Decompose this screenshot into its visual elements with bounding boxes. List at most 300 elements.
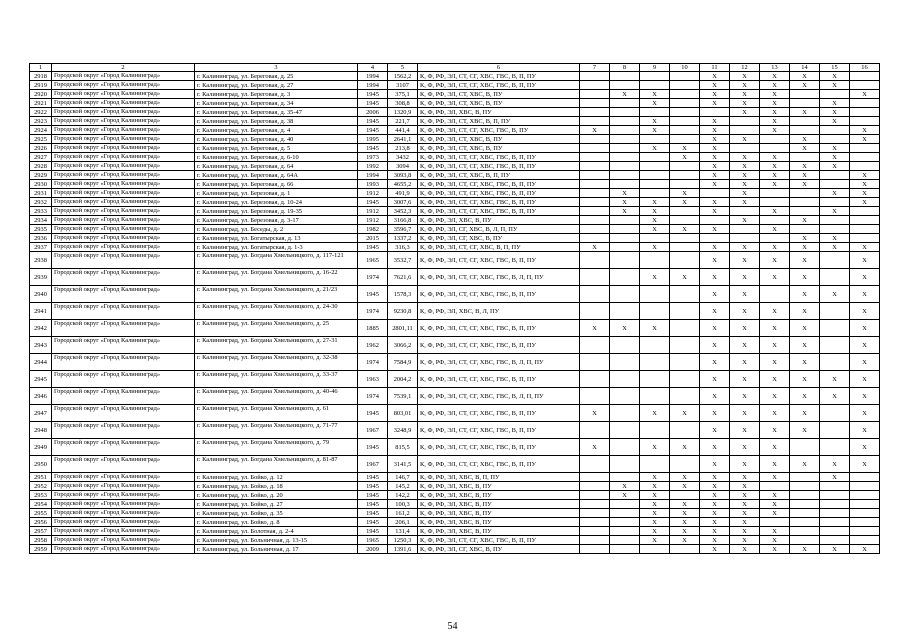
mark-cell: X: [580, 405, 610, 422]
mark-cell: X: [700, 500, 730, 509]
mark-cell: X: [670, 473, 700, 482]
mark-cell: X: [820, 144, 850, 153]
owner-cell: Городской округ «Город Калининград»: [52, 371, 195, 388]
owner-cell: Городской округ «Город Калининград»: [52, 90, 195, 99]
mark-cell: [730, 126, 760, 135]
mark-cell: X: [700, 320, 730, 337]
mark-cell: X: [640, 527, 670, 536]
row-number: 2934: [30, 216, 52, 225]
systems-cell: К, Ф, РФ, ЭЛ, ХВС, В, ПУ: [418, 108, 580, 117]
mark-cell: X: [700, 99, 730, 108]
mark-cell: X: [640, 439, 670, 456]
address-cell: г. Калининград, ул. Бойко, д. 20: [195, 491, 358, 500]
table-row: [30, 252, 880, 269]
mark-cell: X: [730, 72, 760, 81]
mark-cell: X: [730, 269, 760, 286]
table-row: [30, 171, 880, 180]
mark-cell: X: [730, 518, 760, 527]
area-cell: 146,7: [388, 473, 418, 482]
row-number: 2943: [30, 337, 52, 354]
table-row: [30, 371, 880, 388]
year-cell: 2015: [358, 234, 388, 243]
mark-cell: X: [700, 545, 730, 554]
systems-cell: К, Ф, РФ, ЭЛ, СТ, СГ, ХВС, ГВС, В, П, ПУ: [418, 162, 580, 171]
address-cell: г. Калининград, ул. Береговая, д. 66: [195, 180, 358, 189]
year-cell: 1945: [358, 243, 388, 252]
mark-cell: [790, 527, 820, 536]
mark-cell: X: [730, 81, 760, 90]
year-cell: 1945: [358, 527, 388, 536]
mark-cell: X: [850, 388, 880, 405]
mark-cell: [850, 527, 880, 536]
area-cell: 3007,6: [388, 198, 418, 207]
table-row: [30, 536, 880, 545]
mark-cell: [670, 491, 700, 500]
mark-cell: [790, 482, 820, 491]
mark-cell: X: [730, 371, 760, 388]
mark-cell: [730, 207, 760, 216]
mark-cell: X: [730, 500, 760, 509]
table-row: [30, 500, 880, 509]
owner-cell: Городской округ «Город Калининград»: [52, 491, 195, 500]
year-cell: 1945: [358, 286, 388, 303]
column-header: 16: [850, 64, 880, 72]
year-cell: 1945: [358, 117, 388, 126]
mark-cell: [640, 388, 670, 405]
mark-cell: X: [760, 90, 790, 99]
mark-cell: X: [820, 234, 850, 243]
year-cell: 1994: [358, 171, 388, 180]
table-row: [30, 422, 880, 439]
mark-cell: X: [760, 337, 790, 354]
mark-cell: X: [640, 536, 670, 545]
mark-cell: X: [610, 491, 640, 500]
area-cell: 316,3: [388, 243, 418, 252]
mark-cell: X: [730, 135, 760, 144]
mark-cell: X: [700, 252, 730, 269]
mark-cell: [850, 162, 880, 171]
mark-cell: X: [850, 135, 880, 144]
mark-cell: [760, 518, 790, 527]
area-cell: 2004,2: [388, 371, 418, 388]
mark-cell: X: [790, 303, 820, 320]
row-number: 2939: [30, 269, 52, 286]
mark-cell: [820, 171, 850, 180]
table-row: [30, 216, 880, 225]
area-cell: 2641,1: [388, 135, 418, 144]
mark-cell: [640, 180, 670, 189]
table-row: [30, 527, 880, 536]
address-cell: г. Калининград, ул. Больничная, д. 13-15: [195, 536, 358, 545]
mark-cell: [580, 500, 610, 509]
mark-cell: [640, 234, 670, 243]
mark-cell: X: [820, 99, 850, 108]
mark-cell: X: [640, 518, 670, 527]
mark-cell: X: [790, 135, 820, 144]
mark-cell: [610, 108, 640, 117]
mark-cell: X: [760, 509, 790, 518]
systems-cell: К, Ф, РФ, ЭЛ, СТ, СГ, ХВС, ГВС, В, Л, П, ПУ: [418, 269, 580, 286]
mark-cell: [850, 482, 880, 491]
address-cell: г. Калининград, ул. Богдана Хмельницкого, д. 21/23: [195, 286, 358, 303]
mark-cell: X: [760, 500, 790, 509]
area-cell: 491,9: [388, 189, 418, 198]
mark-cell: [580, 135, 610, 144]
mark-cell: X: [730, 153, 760, 162]
address-cell: г. Калининград, ул. Березовая, д. 1: [195, 189, 358, 198]
area-cell: 2801,11: [388, 320, 418, 337]
address-cell: г. Калининград, ул. Березовая, д. 10-24: [195, 198, 358, 207]
table-row: [30, 207, 880, 216]
mark-cell: [640, 337, 670, 354]
mark-cell: X: [610, 482, 640, 491]
owner-cell: Городской округ «Город Калининград»: [52, 536, 195, 545]
row-number: 2929: [30, 171, 52, 180]
address-cell: г. Калининград, ул. Богатырская, д. 1-3: [195, 243, 358, 252]
year-cell: 1912: [358, 189, 388, 198]
row-number: 2935: [30, 225, 52, 234]
mark-cell: X: [820, 153, 850, 162]
mark-cell: X: [730, 337, 760, 354]
mark-cell: X: [700, 422, 730, 439]
mark-cell: X: [700, 126, 730, 135]
table-row: [30, 286, 880, 303]
year-cell: 1945: [358, 405, 388, 422]
mark-cell: [760, 144, 790, 153]
column-header: 8: [610, 64, 640, 72]
owner-cell: Городской округ «Город Калининград»: [52, 354, 195, 371]
mark-cell: X: [730, 439, 760, 456]
table-row: [30, 189, 880, 198]
mark-cell: X: [730, 162, 760, 171]
area-cell: 1320,9: [388, 108, 418, 117]
mark-cell: X: [820, 243, 850, 252]
mark-cell: [850, 491, 880, 500]
row-number: 2938: [30, 252, 52, 269]
mark-cell: X: [700, 225, 730, 234]
row-number: 2951: [30, 473, 52, 482]
mark-cell: [610, 269, 640, 286]
mark-cell: X: [850, 198, 880, 207]
mark-cell: X: [580, 243, 610, 252]
table-row: [30, 545, 880, 554]
address-cell: г. Калининград, ул. Богдана Хмельницкого, д. 33-37: [195, 371, 358, 388]
mark-cell: X: [760, 117, 790, 126]
mark-cell: [580, 527, 610, 536]
mark-cell: X: [700, 337, 730, 354]
mark-cell: X: [700, 153, 730, 162]
mark-cell: X: [640, 198, 670, 207]
mark-cell: [670, 303, 700, 320]
mark-cell: [790, 198, 820, 207]
table-row: [30, 72, 880, 81]
mark-cell: X: [850, 405, 880, 422]
mark-cell: [580, 171, 610, 180]
year-cell: 1965: [358, 252, 388, 269]
row-number: 2940: [30, 286, 52, 303]
year-cell: 1912: [358, 216, 388, 225]
mark-cell: X: [760, 243, 790, 252]
mark-cell: X: [760, 269, 790, 286]
mark-cell: X: [850, 286, 880, 303]
mark-cell: [760, 482, 790, 491]
mark-cell: X: [640, 500, 670, 509]
mark-cell: [730, 117, 760, 126]
mark-cell: [670, 243, 700, 252]
mark-cell: X: [790, 216, 820, 225]
mark-cell: [580, 162, 610, 171]
mark-cell: X: [760, 456, 790, 473]
mark-cell: X: [760, 252, 790, 269]
year-cell: 2006: [358, 108, 388, 117]
mark-cell: [640, 286, 670, 303]
mark-cell: X: [640, 117, 670, 126]
year-cell: 1965: [358, 536, 388, 545]
owner-cell: Городской округ «Город Калининград»: [52, 482, 195, 491]
mark-cell: [580, 388, 610, 405]
mark-cell: [820, 252, 850, 269]
address-cell: г. Калининград, ул. Богдана Хмельницкого, д. 32-38: [195, 354, 358, 371]
mark-cell: X: [700, 90, 730, 99]
mark-cell: X: [640, 509, 670, 518]
mark-cell: [670, 456, 700, 473]
mark-cell: [670, 320, 700, 337]
area-cell: 3452,3: [388, 207, 418, 216]
owner-cell: Городской округ «Город Калининград»: [52, 153, 195, 162]
mark-cell: X: [760, 180, 790, 189]
mark-cell: [610, 117, 640, 126]
mark-cell: X: [730, 320, 760, 337]
systems-cell: К, Ф, РФ, ЭЛ, СТ, СГ, ХВС, ГВС, В, П, ПУ: [418, 456, 580, 473]
table-row: [30, 126, 880, 135]
mark-cell: [580, 456, 610, 473]
systems-cell: К, Ф, РФ, ЭЛ, ХВС, В, ПУ: [418, 527, 580, 536]
row-number: 2923: [30, 117, 52, 126]
row-number: 2954: [30, 500, 52, 509]
mark-cell: [760, 135, 790, 144]
year-cell: 1974: [358, 269, 388, 286]
mark-cell: X: [640, 491, 670, 500]
mark-cell: X: [670, 439, 700, 456]
area-cell: 3532,7: [388, 252, 418, 269]
systems-cell: К, Ф, РФ, ЭЛ, ХВС, В, ПУ: [418, 518, 580, 527]
mark-cell: X: [730, 482, 760, 491]
mark-cell: X: [610, 320, 640, 337]
mark-cell: [610, 337, 640, 354]
table-row: [30, 518, 880, 527]
year-cell: 1974: [358, 388, 388, 405]
address-cell: г. Калининград, ул. Богдана Хмельницкого, д. 40-46: [195, 388, 358, 405]
header-row: [30, 64, 880, 72]
mark-cell: X: [700, 371, 730, 388]
owner-cell: Городской округ «Город Калининград»: [52, 500, 195, 509]
table-row: [30, 81, 880, 90]
mark-cell: X: [790, 81, 820, 90]
mark-cell: X: [700, 171, 730, 180]
mark-cell: X: [850, 371, 880, 388]
mark-cell: X: [760, 99, 790, 108]
mark-cell: X: [850, 439, 880, 456]
row-number: 2958: [30, 536, 52, 545]
mark-cell: X: [700, 482, 730, 491]
address-cell: г. Калининград, ул. Богатырская, д. 13: [195, 234, 358, 243]
mark-cell: X: [670, 518, 700, 527]
year-cell: 1885: [358, 320, 388, 337]
year-cell: 1945: [358, 90, 388, 99]
mark-cell: [610, 252, 640, 269]
mark-cell: [610, 388, 640, 405]
table-row: [30, 320, 880, 337]
mark-cell: X: [700, 81, 730, 90]
row-number: 2920: [30, 90, 52, 99]
column-header: 7: [580, 64, 610, 72]
mark-cell: X: [790, 422, 820, 439]
mark-cell: X: [790, 180, 820, 189]
mark-cell: [610, 144, 640, 153]
mark-cell: [640, 371, 670, 388]
mark-cell: [790, 225, 820, 234]
mark-cell: [610, 405, 640, 422]
mark-cell: [790, 491, 820, 500]
row-number: 2933: [30, 207, 52, 216]
mark-cell: X: [640, 482, 670, 491]
mark-cell: X: [730, 388, 760, 405]
mark-cell: [820, 422, 850, 439]
address-cell: г. Калининград, ул. Бойко, д. 8: [195, 518, 358, 527]
mark-cell: X: [820, 108, 850, 117]
mark-cell: [670, 207, 700, 216]
row-number: 2955: [30, 509, 52, 518]
mark-cell: X: [820, 207, 850, 216]
mark-cell: [850, 207, 880, 216]
mark-cell: X: [730, 354, 760, 371]
mark-cell: [670, 117, 700, 126]
row-number: 2942: [30, 320, 52, 337]
address-cell: г. Калининград, ул. Береговая, д. 35-47: [195, 108, 358, 117]
row-number: 2925: [30, 135, 52, 144]
address-cell: г. Калининград, ул. Бойко, д. 27: [195, 500, 358, 509]
address-cell: г. Калининград, ул. Береговая, д. 40: [195, 135, 358, 144]
mark-cell: [820, 482, 850, 491]
address-cell: г. Калининград, ул. Береговая, д. 25: [195, 72, 358, 81]
owner-cell: Городской округ «Город Калининград»: [52, 99, 195, 108]
systems-cell: К, Ф, РФ, ЭЛ, СГ, ХВС, В, Л, П, ПУ: [418, 225, 580, 234]
mark-cell: X: [640, 405, 670, 422]
mark-cell: [670, 162, 700, 171]
mark-cell: X: [700, 527, 730, 536]
row-number: 2932: [30, 198, 52, 207]
column-header: 4: [358, 64, 388, 72]
mark-cell: X: [730, 198, 760, 207]
mark-cell: X: [730, 456, 760, 473]
mark-cell: [820, 405, 850, 422]
mark-cell: [580, 545, 610, 554]
mark-cell: [820, 527, 850, 536]
area-cell: 1250,3: [388, 536, 418, 545]
mark-cell: [670, 135, 700, 144]
mark-cell: [580, 337, 610, 354]
systems-cell: К, Ф, РФ, ЭЛ, СТ, ХВС, В, П, ПУ: [418, 171, 580, 180]
mark-cell: [610, 180, 640, 189]
mark-cell: [640, 162, 670, 171]
document-page: [29, 63, 880, 554]
mark-cell: [790, 117, 820, 126]
year-cell: 1967: [358, 456, 388, 473]
mark-cell: X: [850, 171, 880, 180]
mark-cell: X: [700, 536, 730, 545]
mark-cell: X: [670, 482, 700, 491]
mark-cell: [850, 117, 880, 126]
mark-cell: X: [790, 286, 820, 303]
year-cell: 1945: [358, 439, 388, 456]
table-row: [30, 153, 880, 162]
mark-cell: X: [850, 269, 880, 286]
year-cell: 1945: [358, 500, 388, 509]
mark-cell: [580, 491, 610, 500]
mark-cell: [610, 354, 640, 371]
mark-cell: X: [670, 527, 700, 536]
mark-cell: X: [640, 269, 670, 286]
systems-cell: К, Ф, РФ, ЭЛ, СТ, СГ, ХВС, ГВС, В, П, ПУ: [418, 189, 580, 198]
mark-cell: [820, 536, 850, 545]
row-number: 2930: [30, 180, 52, 189]
area-cell: 7584,9: [388, 354, 418, 371]
mark-cell: X: [760, 207, 790, 216]
mark-cell: [610, 527, 640, 536]
mark-cell: [790, 536, 820, 545]
mark-cell: X: [850, 189, 880, 198]
mark-cell: X: [730, 473, 760, 482]
mark-cell: [580, 117, 610, 126]
mark-cell: [640, 81, 670, 90]
year-cell: 1993: [358, 180, 388, 189]
mark-cell: [670, 234, 700, 243]
mark-cell: [610, 153, 640, 162]
table-row: [30, 234, 880, 243]
row-number: 2928: [30, 162, 52, 171]
mark-cell: [610, 473, 640, 482]
mark-cell: [640, 422, 670, 439]
year-cell: 1982: [358, 225, 388, 234]
mark-cell: [610, 518, 640, 527]
mark-cell: X: [760, 439, 790, 456]
mark-cell: [820, 439, 850, 456]
mark-cell: X: [820, 473, 850, 482]
mark-cell: X: [640, 207, 670, 216]
mark-cell: X: [640, 126, 670, 135]
mark-cell: X: [730, 286, 760, 303]
mark-cell: [670, 216, 700, 225]
mark-cell: X: [700, 117, 730, 126]
mark-cell: [580, 99, 610, 108]
year-cell: 1945: [358, 99, 388, 108]
mark-cell: [640, 189, 670, 198]
owner-cell: Городской округ «Город Калининград»: [52, 72, 195, 81]
mark-cell: [850, 234, 880, 243]
systems-cell: К, Ф, РФ, ЭЛ, СТ, СГ, ХВС, ГВС, В, П, ПУ: [418, 337, 580, 354]
area-cell: 206,1: [388, 518, 418, 527]
owner-cell: Городской округ «Город Калининград»: [52, 320, 195, 337]
table-row: [30, 180, 880, 189]
mark-cell: X: [700, 269, 730, 286]
mark-cell: X: [850, 422, 880, 439]
year-cell: 1945: [358, 473, 388, 482]
systems-cell: К, Ф, РФ, ЭЛ, ХВС, В, ПУ: [418, 491, 580, 500]
mark-cell: X: [700, 286, 730, 303]
column-header: 6: [418, 64, 580, 72]
mark-cell: X: [760, 153, 790, 162]
mark-cell: [610, 456, 640, 473]
